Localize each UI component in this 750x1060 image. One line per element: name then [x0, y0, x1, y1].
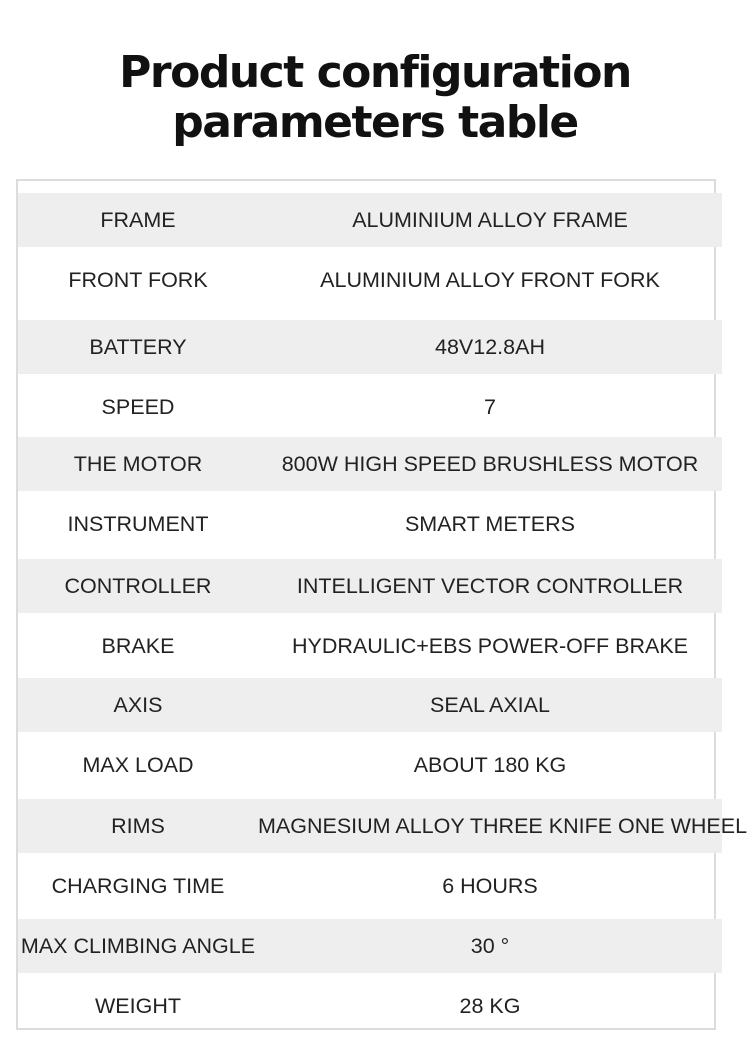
parameter-value: ABOUT 180 KG: [413, 752, 567, 777]
parameter-value: SEAL AXIAL: [430, 692, 550, 717]
table-row: [18, 497, 722, 551]
parameter-value: ALUMINIUM ALLOY FRAME: [352, 207, 628, 232]
page-title-line-1: Product configuration: [119, 47, 631, 98]
table-row: [18, 437, 722, 491]
parameter-label: RIMS: [111, 813, 165, 838]
parameters-table: [16, 179, 748, 1030]
table-row: [18, 738, 722, 792]
parameter-value: 28 KG: [459, 993, 521, 1018]
parameter-label: THE MOTOR: [73, 451, 203, 476]
parameter-value: 800W HIGH SPEED BRUSHLESS MOTOR: [281, 451, 699, 476]
parameter-label: WEIGHT: [95, 993, 181, 1018]
page-title: [0, 48, 750, 148]
parameter-value: INTELLIGENT VECTOR CONTROLLER: [296, 573, 684, 598]
parameter-label: FRONT FORK: [68, 267, 208, 292]
table-row: [18, 380, 722, 434]
parameter-value: SMART METERS: [404, 511, 576, 536]
parameter-label: AXIS: [113, 692, 163, 717]
table-row: [18, 253, 722, 307]
table-row: [18, 859, 722, 913]
table-row: [18, 919, 722, 973]
parameter-value: MAGNESIUM ALLOY THREE KNIFE ONE WHEEL: [258, 813, 748, 838]
parameter-label: MAX CLIMBING ANGLE: [20, 933, 256, 958]
table-row: [18, 559, 722, 613]
parameter-value: 48V12.8AH: [435, 334, 545, 359]
table-row: [18, 979, 722, 1033]
parameter-label: INSTRUMENT: [67, 511, 209, 536]
parameter-label: SPEED: [101, 394, 175, 419]
parameter-label: CHARGING TIME: [51, 873, 225, 898]
parameter-label: CONTROLLER: [64, 573, 212, 598]
parameter-value: 7: [484, 394, 496, 419]
parameter-value: 6 HOURS: [442, 873, 538, 898]
parameter-value: 30 °: [470, 933, 510, 958]
parameter-value: HYDRAULIC+EBS POWER-OFF BRAKE: [291, 633, 689, 658]
table-row: [18, 320, 722, 374]
parameter-label: MAX LOAD: [82, 752, 194, 777]
parameter-label: BATTERY: [89, 334, 187, 359]
table-row: [18, 619, 722, 673]
table-row: [18, 678, 722, 732]
table-row: [18, 799, 748, 853]
parameter-value: ALUMINIUM ALLOY FRONT FORK: [320, 267, 660, 292]
table-row: [18, 193, 722, 247]
parameter-label: FRAME: [100, 207, 176, 232]
parameter-label: BRAKE: [101, 633, 175, 658]
page-title-line-2: parameters table: [172, 97, 578, 148]
